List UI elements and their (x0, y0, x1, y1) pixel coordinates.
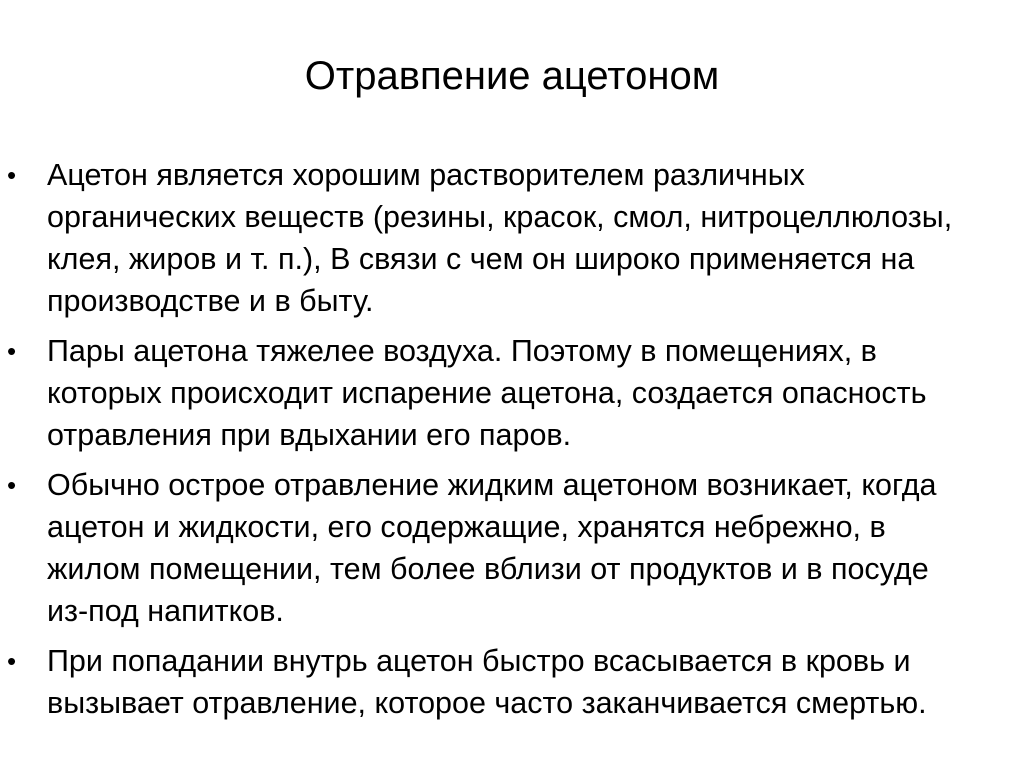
bullet-text: Ацетон является хорошим растворителем различных органических веществ (резины, красок, смол, нитроцеллюлозы, клея, жиров и т. п.), В связи с чем он широко применяется на производстве и в быту. (47, 158, 953, 318)
slide-title: Отравпение ацетоном (304, 54, 720, 98)
bullet-item (0, 464, 977, 632)
bullet-dot-icon: • (7, 160, 17, 190)
bullet-item (0, 640, 977, 724)
bullet-text: Обычно острое отравление жидким ацетоном возникает, когда ацетон и жидкости, его содержащие, хранятся небрежно, в жилом помещении, тем более вблизи от продуктов и в посуде из-под напитков. (47, 468, 937, 628)
bullet-dot-icon: • (7, 646, 17, 676)
bullet-item (0, 154, 977, 322)
bullet-dot-icon: • (7, 336, 17, 366)
bullet-text: Пары ацетона тяжелее воздуха. Поэтому в помещениях, в которых происходит испарение ацетона, создается опасность отравления при вдыхании его паров. (47, 334, 927, 452)
bullet-text: При попадании внутрь ацетон быстро всасывается в кровь и вызывает отравление, которое часто заканчивается смертью. (47, 644, 927, 720)
bullet-dot-icon: • (7, 470, 17, 500)
bullet-list (0, 154, 1024, 732)
bullet-item (0, 330, 977, 456)
